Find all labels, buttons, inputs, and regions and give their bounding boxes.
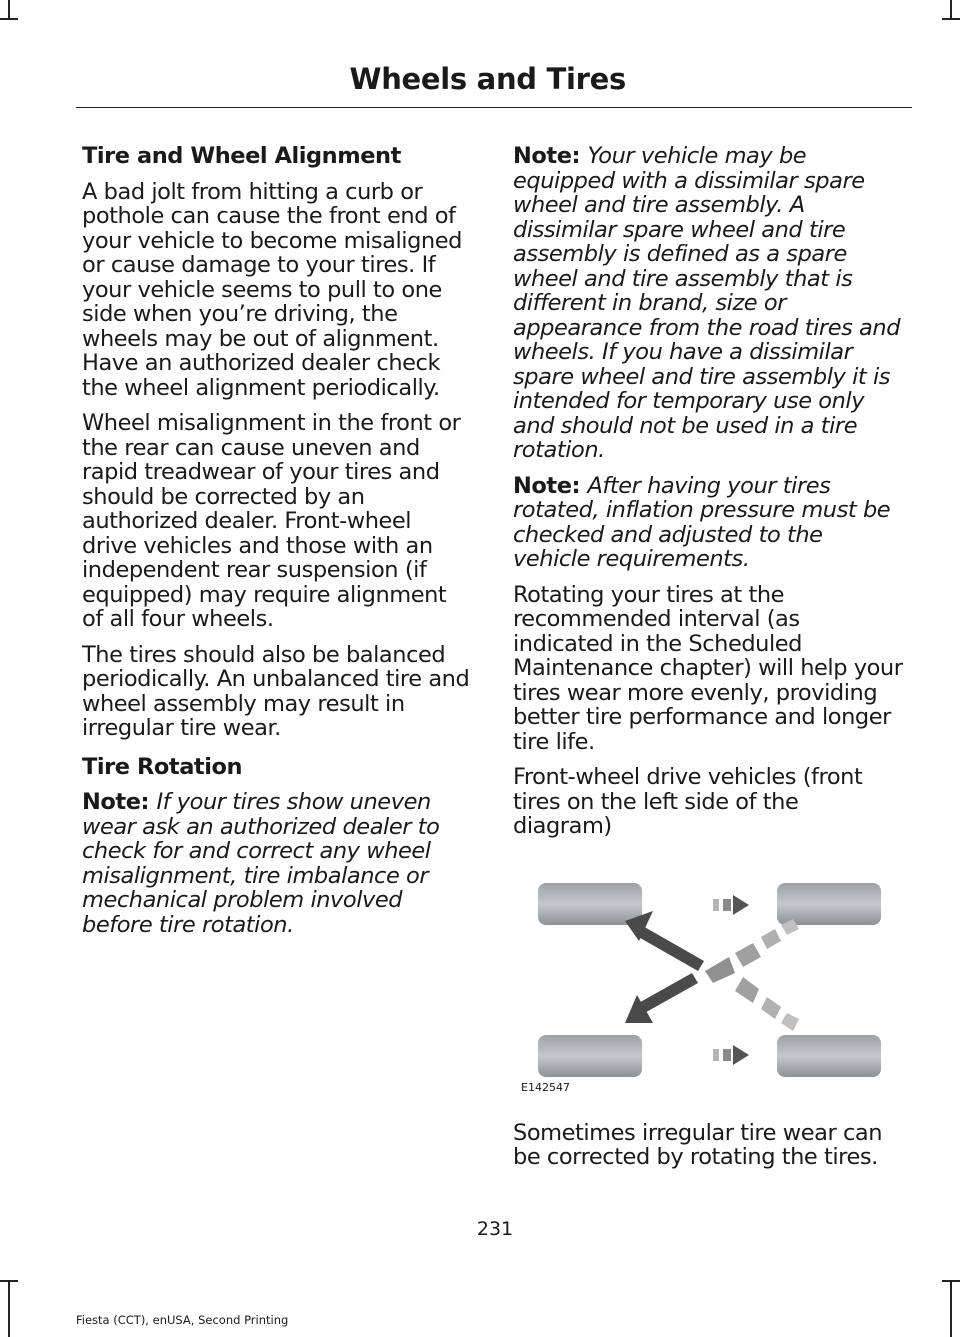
page-header-title: Wheels and Tires bbox=[349, 62, 626, 96]
crop-mark bbox=[8, 1280, 10, 1337]
crop-mark bbox=[942, 1280, 960, 1282]
rotation-interval-paragraph: Rotating your tires at the recommended interval (as indicated in the Scheduled Maintenance chapter) will help your tires wear more evenly, providing better tire performance and longer tire life. bbox=[513, 581, 903, 755]
front-right-tire bbox=[538, 1035, 642, 1077]
alignment-paragraph: A bad jolt from hitting a curb or pothole can cause the front end of your vehicle to become misaligned or cause damage to your tires. If your vehicle seems to pull to one side when you’re driving, the wheels may be out of alignment. Have an authorized dealer check the wheel alignment periodically. bbox=[82, 178, 462, 401]
right-column bbox=[513, 144, 903, 1181]
edition-footer: Fiesta (CCT), enUSA, Second Printing bbox=[76, 1313, 289, 1327]
front-wheel-drive-caption: Front-wheel drive vehicles (front tires on the left side of the diagram) bbox=[513, 764, 863, 839]
note-label: Note: bbox=[513, 472, 588, 499]
note-text: If your tires show uneven wear ask an authorized dealer to check for and correct any wheel misalignment, tire imbalance or mechanical problem involved before tire rotation. bbox=[82, 789, 440, 938]
crop-mark bbox=[0, 1280, 18, 1282]
balance-paragraph: The tires should also be balanced periodically. An unbalanced tire and wheel assembly may result in irregular tire wear. bbox=[82, 641, 470, 741]
dissimilar-spare-note bbox=[513, 144, 903, 463]
tire-rotation-svg bbox=[513, 863, 893, 1078]
dashed-diagonal-from-rear-left bbox=[705, 919, 799, 983]
crop-mark bbox=[942, 18, 960, 20]
top-straight-arrow bbox=[713, 895, 749, 915]
bottom-straight-arrow bbox=[713, 1045, 749, 1065]
left-column bbox=[82, 144, 472, 948]
crop-mark bbox=[950, 0, 952, 18]
rear-left-tire bbox=[777, 883, 881, 925]
note-text: After having your tires rotated, inflation pressure must be checked and adjusted to the vehicle requirements. bbox=[513, 472, 891, 572]
tire-rotation-diagram bbox=[513, 863, 893, 1103]
dashed-diagonal-from-rear-right bbox=[735, 977, 799, 1031]
inflation-note bbox=[513, 474, 903, 572]
crop-mark bbox=[8, 0, 10, 18]
rotation-heading: Tire Rotation bbox=[82, 753, 243, 780]
diagram-code: E142547 bbox=[521, 1080, 570, 1094]
crop-mark bbox=[950, 1280, 952, 1337]
note-text: Your vehicle may be equipped with a dissimilar spare wheel and tire assembly. A dissimilar spare wheel and tire assembly is defined as a spare wheel and tire assembly that is different in brand, size or appearance from the road tires and wheels. If you have a dissimilar spare wheel and tire assembly it is intended for temporary use only and should not be used in a tire rotation. bbox=[513, 143, 901, 463]
page-number: 231 bbox=[476, 1218, 514, 1240]
alignment-heading: Tire and Wheel Alignment bbox=[82, 143, 401, 169]
note-label: Note: bbox=[82, 789, 157, 815]
header-rule bbox=[76, 107, 912, 108]
diagonal-arrow-to-front-left bbox=[625, 911, 704, 971]
note-label: Note: bbox=[513, 143, 588, 169]
diagonal-arrow-to-front-right bbox=[625, 973, 698, 1023]
rotation-note bbox=[82, 790, 472, 937]
misalignment-paragraph: Wheel misalignment in the front or the rear can cause uneven and rapid treadwear of your tires and should be corrected by an authorized dealer. Front-wheel drive vehicles and those with an independent rear suspension (if equipped) may require alignment of all four wheels. bbox=[82, 410, 461, 632]
closing-paragraph: Sometimes irregular tire wear can be corrected by rotating the tires. bbox=[513, 1119, 883, 1170]
crop-mark bbox=[0, 18, 18, 20]
rear-right-tire bbox=[777, 1035, 881, 1077]
front-left-tire bbox=[538, 883, 642, 925]
